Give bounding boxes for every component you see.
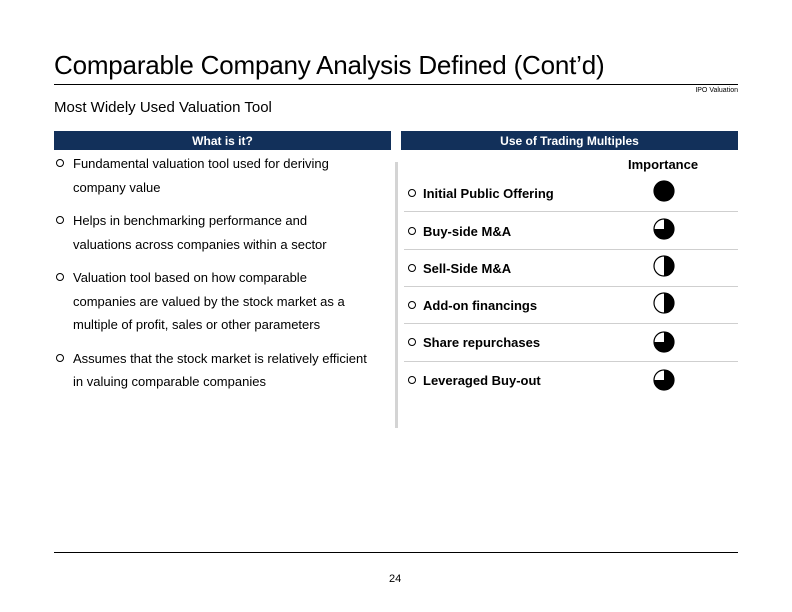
- multiple-use-label: Share repurchases: [423, 335, 541, 350]
- row-separator: [404, 361, 738, 362]
- multiple-use-label: Initial Public Offering: [423, 186, 554, 201]
- three-quarter-circle-icon: [653, 218, 675, 240]
- three-quarter-circle-icon: [653, 369, 675, 391]
- bullet-icon: [56, 216, 64, 224]
- bullet-line: in valuing comparable companies: [73, 374, 266, 389]
- three-quarter-circle-icon: [653, 331, 675, 353]
- bullet-icon: [56, 354, 64, 362]
- half-circle-icon: [653, 292, 675, 314]
- bullet-line: company value: [73, 180, 161, 195]
- what-is-it-header: [54, 131, 391, 150]
- title-rule: [54, 84, 738, 85]
- slide-subtitle: Most Widely Used Valuation Tool: [54, 99, 272, 116]
- multiple-use-label: Buy-side M&A: [423, 224, 512, 239]
- row-separator: [404, 249, 738, 250]
- bullet-line: Valuation tool based on how comparable: [73, 270, 307, 285]
- importance-label: Importance: [628, 157, 699, 172]
- bullet-line: valuations across companies within a sector: [73, 237, 327, 252]
- bullet-icon: [408, 189, 416, 197]
- section-tag: IPO Valuation: [695, 87, 738, 94]
- full-circle-icon: [653, 180, 675, 202]
- multiple-use-label: Add-on financings: [423, 298, 538, 313]
- multiple-use-label: Leveraged Buy-out: [423, 373, 541, 388]
- bullet-icon: [56, 159, 64, 167]
- bullet-line: Helps in benchmarking performance and: [73, 213, 308, 228]
- bullet-line: companies are valued by the stock market as a: [73, 294, 345, 309]
- column-divider: [395, 162, 398, 428]
- row-separator: [404, 211, 738, 212]
- bullet-line: multiple of profit, sales or other parameters: [73, 317, 321, 332]
- bullet-line: Assumes that the stock market is relatively efficient: [73, 351, 367, 366]
- bullet-icon: [408, 301, 416, 309]
- multiple-use-label: Sell-Side M&A: [423, 261, 512, 276]
- bullet-icon: [56, 273, 64, 281]
- bullet-icon: [408, 264, 416, 272]
- row-separator: [404, 323, 738, 324]
- trading-multiples-header: [401, 131, 738, 150]
- footer-rule: [54, 552, 738, 553]
- half-circle-icon: [653, 255, 675, 277]
- what-is-it-header-label: What is it?: [192, 133, 253, 148]
- bullet-icon: [408, 376, 416, 384]
- page-number: 24: [389, 573, 402, 585]
- page-title: Comparable Company Analysis Defined (Cont’d): [54, 50, 605, 80]
- bullet-icon: [408, 338, 416, 346]
- row-separator: [404, 286, 738, 287]
- trading-multiples-header-label: Use of Trading Multiples: [500, 133, 639, 148]
- bullet-line: Fundamental valuation tool used for deriving: [73, 156, 329, 171]
- bullet-icon: [408, 227, 416, 235]
